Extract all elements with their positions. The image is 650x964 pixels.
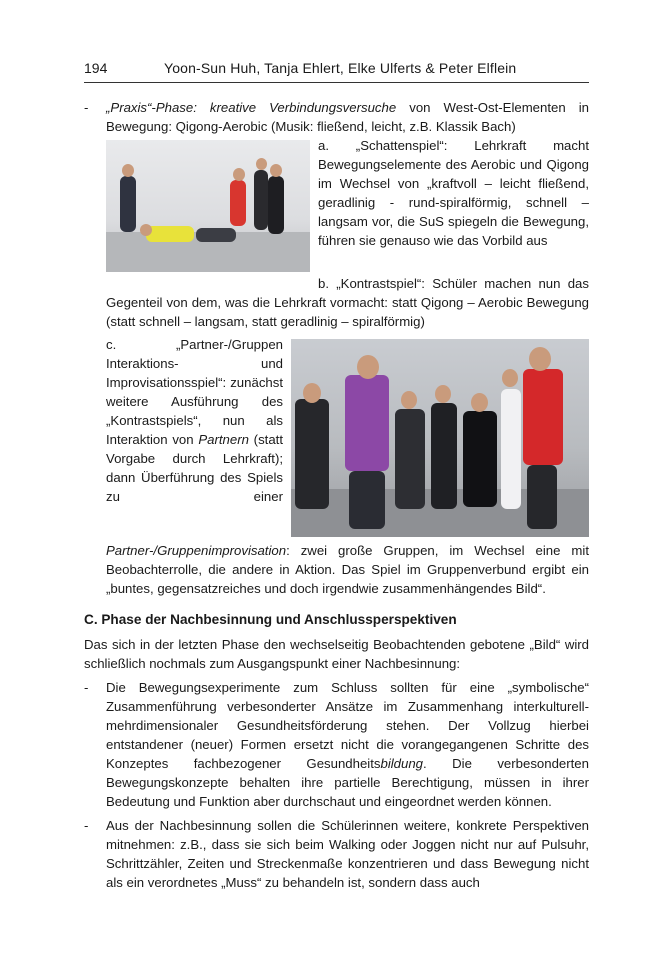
sub-item-c-part2: (statt Vorgabe durch Lehrkraft); dann Überführung des Spiels zu einer <box>106 432 283 504</box>
photo-qigong-aerobic-group <box>106 140 310 272</box>
sub-item-c-part1: c. „Partner-/Gruppen Interaktions- und Improvisationsspiel“: zunächst weitere Ausführung des „Kontrastspiels“, nun als Interaktion von <box>106 337 283 447</box>
bullet-item-bewegungsexperimente <box>84 678 589 811</box>
bullet-item-praxis <box>84 98 589 136</box>
sub-item-b: b. „Kontrastspiel“: Schüler machen nun das Gegenteil von dem, was die Lehrkraft vormacht: statt Qigong – Aerobic Bewegung (statt schnell – langsam, statt geradlinig – spiralförmig) <box>106 276 589 329</box>
page-number: 194 <box>84 60 108 76</box>
sub-item-c-part3: : zwei große Gruppen, im Wechsel eine mit Beobachterrolle, die andere in Aktion. Das Spiel im Gruppenverbund ergibt ein „buntes, gegensatzreiches und doch irgendwie zusammenhängendes Bild“. <box>106 543 589 596</box>
bullet-dash: - <box>84 818 89 833</box>
photo-partner-group-improvisation <box>291 339 589 537</box>
body-text <box>84 98 589 892</box>
bullet-item-nachbesinnung <box>84 816 589 892</box>
bullet2-part1: Die Bewegungsexperimente zum Schluss sollten für eine „symbolische“ Zusammenführung verbesonderter Ansätze im Zusammenhang interkulturell-mehrdimensionaler Gesundheitsförderung stehen. Der Vollzug hierbei entstandener (neuer) Formen ersetzt nicht die vorangegangenen Schritte des Konzeptes fachbezogener Gesundheits <box>106 680 589 771</box>
section-heading-c: C. Phase der Nachbesinnung und Anschlussperspektiven <box>84 612 457 627</box>
header-authors: Yoon-Sun Huh, Tanja Ehlert, Elke Ulferts & Peter Elflein <box>164 60 517 76</box>
sub-item-c-italic2: Partner-/Gruppenimprovisation <box>106 543 287 558</box>
bullet3-text: Aus der Nachbesinnung sollen die Schülerinnen weitere, konkrete Perspektiven mitnehmen: z.B., dass sie sich beim Walking oder Joggen nicht nur auf Pulsuhr, Schrittzähler, Zeiten und Streckenmaße konzentrieren und dass Bewegung nicht als ein verordnetes „Muss“ zu behandeln ist, sondern dass auch <box>106 818 589 890</box>
praxis-phase-italic: „Praxis“-Phase: kreative Verbindungsversuche <box>106 100 397 115</box>
bullet-dash: - <box>84 680 89 695</box>
bullet-dash: - <box>84 100 89 115</box>
sub-item-a: a. „Schattenspiel“: Lehrkraft macht Bewegungselemente des Aerobic und Qigong im Wechsel von „kraftvoll – leicht fließend, geradlinig - rund-spiralförmig, schnell – langsam vor, die SuS spiegeln die Bewegung, führen sie genauso wie das Vorbild aus <box>318 138 589 248</box>
bullet2-part2: . Die verbesonderten Bewegungskonzepte behalten ihre partielle Berechtigung, müssen in ihrer Bedeutung und Funktion aber durchschaut und eingeordnet werden können. <box>106 756 589 809</box>
sub-item-c-block <box>84 335 589 598</box>
section-c-intro: Das sich in der letzten Phase den wechselseitig Beobachtenden gebotene „Bild“ wird schließlich nochmals zum Ausgangspunkt einer Nachbesinnung: <box>84 637 589 671</box>
bullet2-italic: bildung <box>380 756 424 771</box>
running-header <box>84 58 589 83</box>
praxis-phase-text: von West-Ost-Elementen in Bewegung: Qigong-Aerobic (Musik: fließend, leicht, z.B. Klassik Bach) <box>106 100 589 134</box>
sub-item-c-italic1: Partnern <box>198 432 249 447</box>
